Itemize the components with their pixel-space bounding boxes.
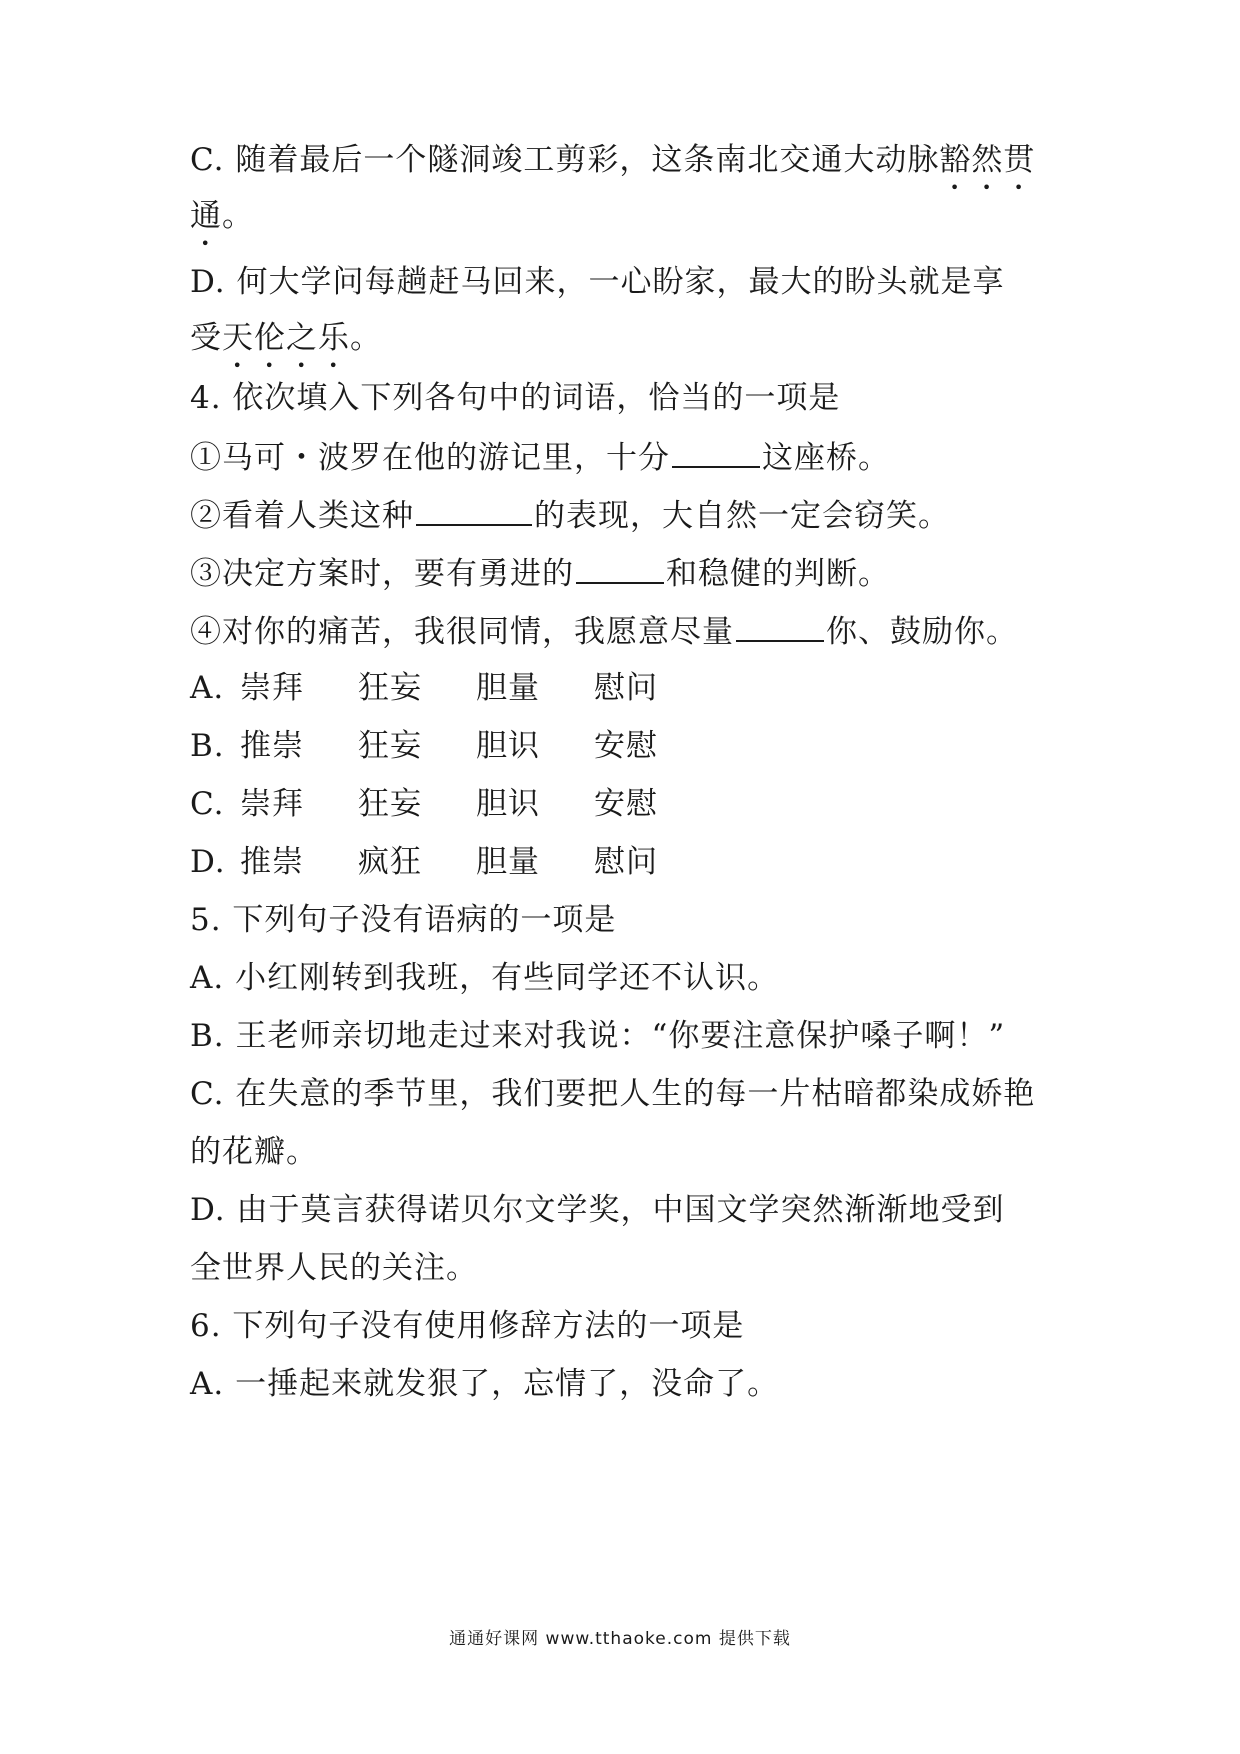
answer-blank: [576, 552, 664, 584]
page-footer: 通通好课网 www.tthaoke.com 提供下载: [449, 1629, 791, 1649]
option-word: 胆识: [476, 786, 540, 822]
q3-option-d-start: 受: [190, 320, 222, 356]
answer-blank: [416, 494, 532, 526]
option-word: 慰问: [594, 844, 658, 880]
q6-stem: 6. 下列句子没有使用修辞方法的一项是: [190, 1308, 745, 1344]
option-word: 慰问: [594, 670, 658, 706]
q4-s4-part-a: ④对你的痛苦，我很同情，我愿意尽量: [190, 614, 734, 650]
q5-option-d-line1: D. 由于莫言获得诺贝尔文学奖，中国文学突然渐渐地受到: [190, 1192, 1005, 1228]
q5-option-b: B. 王老师亲切地走过来对我说：“你要注意保护嗓子啊！”: [190, 1018, 1006, 1054]
q6-option-a: A. 一捶起来就发狠了，忘情了，没命了。: [190, 1366, 780, 1402]
q4-s2-part-b: 的表现，大自然一定会窃笑。: [534, 498, 950, 534]
option-word: 狂妄: [358, 670, 422, 706]
q3-option-c-line1: [190, 140, 1035, 197]
q3-option-d-line2: [190, 318, 382, 375]
option-word: 胆量: [476, 844, 540, 880]
option-label: A.: [190, 670, 225, 706]
q5-option-a: A. 小红刚转到我班，有些同学还不认识。: [190, 960, 780, 996]
q3-option-c-end: 。: [222, 198, 254, 234]
q4-sentence-3: [190, 552, 890, 594]
q3-option-d-emphasis: 天伦之乐: [222, 320, 350, 356]
q3-option-c-text: C. 随着最后一个隧洞竣工剪彩，这条南北交通大动脉: [190, 142, 940, 178]
q4-s3-part-b: 和稳健的判断。: [666, 556, 890, 592]
q4-option-a: [190, 668, 712, 708]
option-word: 安慰: [594, 786, 658, 822]
q3-option-c-emphasis: 豁然贯: [939, 142, 1036, 178]
q4-s3-part-a: ③决定方案时，要有勇进的: [190, 556, 574, 592]
q4-s4-part-b: 你、鼓励你。: [826, 614, 1018, 650]
option-word: 狂妄: [358, 728, 422, 764]
option-word: 崇拜: [240, 670, 304, 706]
q5-option-c-line1: C. 在失意的季节里，我们要把人生的每一片枯暗都染成娇艳: [190, 1076, 1036, 1112]
q3-option-c-line2: [190, 196, 254, 253]
q3-option-d-line1: D. 何大学问每趟赶马回来，一心盼家，最大的盼头就是享: [190, 264, 1005, 300]
q4-s2-part-a: ②看着人类这种: [190, 498, 414, 534]
q5-stem: 5. 下列句子没有语病的一项是: [190, 902, 617, 938]
q4-sentence-4: [190, 610, 1018, 652]
option-word: 推崇: [240, 728, 304, 764]
option-word: 胆识: [476, 728, 540, 764]
q4-sentence-1: [190, 436, 890, 478]
q4-s1-part-a: ①马可・波罗在他的游记里，十分: [190, 440, 670, 476]
q4-option-c: [190, 784, 712, 824]
option-label: C.: [190, 786, 225, 822]
answer-blank: [736, 610, 824, 642]
q4-option-b: [190, 726, 712, 766]
option-word: 推崇: [240, 844, 304, 880]
q5-option-d-line2: 全世界人民的关注。: [190, 1250, 478, 1286]
option-word: 安慰: [594, 728, 658, 764]
q5-option-c-line2: 的花瓣。: [190, 1134, 318, 1170]
option-word: 崇拜: [240, 786, 304, 822]
q4-stem: 4. 依次填入下列各句中的词语，恰当的一项是: [190, 380, 841, 416]
option-label: B.: [190, 728, 225, 764]
q4-option-d: [190, 842, 712, 882]
q3-option-c-emphasis-cont: 通: [190, 198, 222, 234]
option-word: 狂妄: [358, 786, 422, 822]
option-word: 胆量: [476, 670, 540, 706]
option-word: 疯狂: [358, 844, 422, 880]
q4-sentence-2: [190, 494, 950, 536]
answer-blank: [672, 436, 760, 468]
q3-option-d-end: 。: [350, 320, 382, 356]
q4-s1-part-b: 这座桥。: [762, 440, 890, 476]
option-label: D.: [190, 844, 226, 880]
